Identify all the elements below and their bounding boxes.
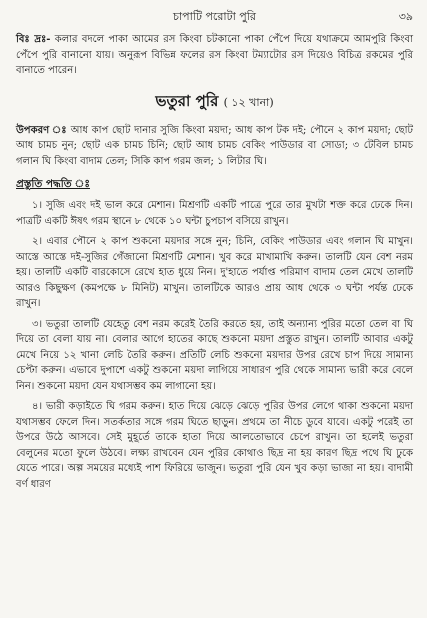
recipe-title — [16, 91, 413, 113]
recipe-quantity: ( ১২ খানা) — [223, 95, 274, 109]
note-text: কলার বদলে পাকা আমের রস কিংবা চটকানো পাকা পেঁপে দিয়ে যথাক্রমে আমপুরি কিংবা পেঁপে পুরি বানানো যায়। অনুরূপ বিভিন্ন ফলের রস কিংবা টম্যাটোর রস দিয়েও বিচিত্র রকমের পুরি বানাতে পারেন। — [16, 34, 413, 76]
method-step-4: ৪। ভারী কড়াইতে ঘি গরম করুন। হাত দিয়ে ঝেড়ে ঝেড়ে পুরির উপর লেগে থাকা শুকনো ময়দা যথাসম্ভব ফেলে দিন। সতর্কতার সঙ্গে গরম ঘিতে ছাড়ুন। প্রথমে তা নীচে ডুবে যাবে। একটু পরেই তা উপরে উঠে আসবে। সেই মুহূর্তে তাকে হাতা দিয়ে আলতোভাবে চেপে রাখুন। তা হলেই ভতুরা বেলুনের মতো ফুলে উঠবে। লক্ষ্য রাখবেন যেন পুরির কোথাও ছিদ্র না হয় কারণ ছিদ্র পথে ঘি ঢুকে যেতে পারে। অল্প সময়ের মধ্যেই পাশ ফিরিয়ে ভাজুন। ভতুরা পুরি যেন খুব কড়া ভাজা না হয়। বাদামী বর্ণ ধারণ — [16, 401, 413, 490]
running-head — [16, 6, 413, 28]
method-step-1: ১। সুজি এবং দই ভাল করে মেশান। মিশ্রণটি একটি পাত্রে পুরে তার মুখটা শক্ত করে ঢেকে দিন। পাত্রটি একটি ঈষৎ গরম স্থানে ৮ থেকে ১০ ঘন্টা চুপচাপ বসিয়ে রাখুন। — [16, 200, 413, 227]
ingredients-lead: উপকরণ ঃ — [16, 124, 68, 136]
ingredients-paragraph — [16, 123, 413, 170]
page-number: ৩৯ — [398, 10, 413, 23]
note-lead: বিঃ দ্রঃ- — [16, 34, 51, 45]
recipe-name: ভতুরা পুরি — [155, 91, 219, 110]
running-head-title: চাপাটি পরোটা পুরি — [173, 10, 256, 23]
method-step-3: ৩। ভতুরা তালটি যেহেতু বেশ নরম করেই তৈরি করতে হয়, তাই অন্যান্য পুরির মতো তেল বা ঘি দিয়ে তা বেলা যায় না। বেলার আগে হাতের কাছে শুকনো ময়দা প্রস্তুত রাখুন। তালটি আবার একটু মেখে নিয়ে ১২ খানা লেচি তৈরি করুন। প্রতিটি লেচি শুকনো ময়দার উপর রেখে চাপ দিয়ে সামান্য চেপ্টা করুন। এভাবে দুপাশে একটু শুকনো ময়দা লাগিয়ে সাধারণ পুরি থেকে সামান্য ভারী করে বেলে নিন। শুকনো ময়দা যেন যথাসম্ভব কম লাগানো হয়। — [16, 318, 413, 392]
method-step-2: ২। এবার পৌনে ২ কাপ শুকনো ময়দার সঙ্গে নুন; চিনি, বেকিং পাউডার এবং গলান ঘি মাখুন। আস্তে আস্তে দই-সুজির গেঁজানো মিশ্রণটি মেশান। খুব করে মাখামাখি করুন। তালটি যেন বেশ নরম হয়। তালটি একটি বারকোসে রেখে হাত ধুয়ে নিন। দু'হাতে পর্যাপ্ত পরিমাণ বাদাম তেল মেখে তালটি আরও কিছুক্ষণ (কমপক্ষে ৮ মিনিট) মাখুন। তালটিকে আরও প্রায় আধ থেকে ৩ ঘন্টা পর্যন্ত ঢেকে রাখুন। — [16, 236, 413, 309]
note-paragraph — [16, 32, 413, 79]
ingredients-text: আধ কাপ ছোট দানার সুজি কিংবা ময়দা; আধ কাপ টক দই; পৌনে ২ কাপ ময়দা; ছোট আধ চামচ নুন; ছোট এক চামচ চিনি; ছোট আধ চামচ বেকিং পাউডার বা সোডা; ৩ টেবিল চামচ গলান ঘি কিংবা বাদাম তেল; সিকি কাপ গরম জল; ১ লিটার ঘি। — [16, 124, 413, 167]
method-heading: প্রস্তুতি পদ্ধতি ঃ — [16, 178, 90, 190]
